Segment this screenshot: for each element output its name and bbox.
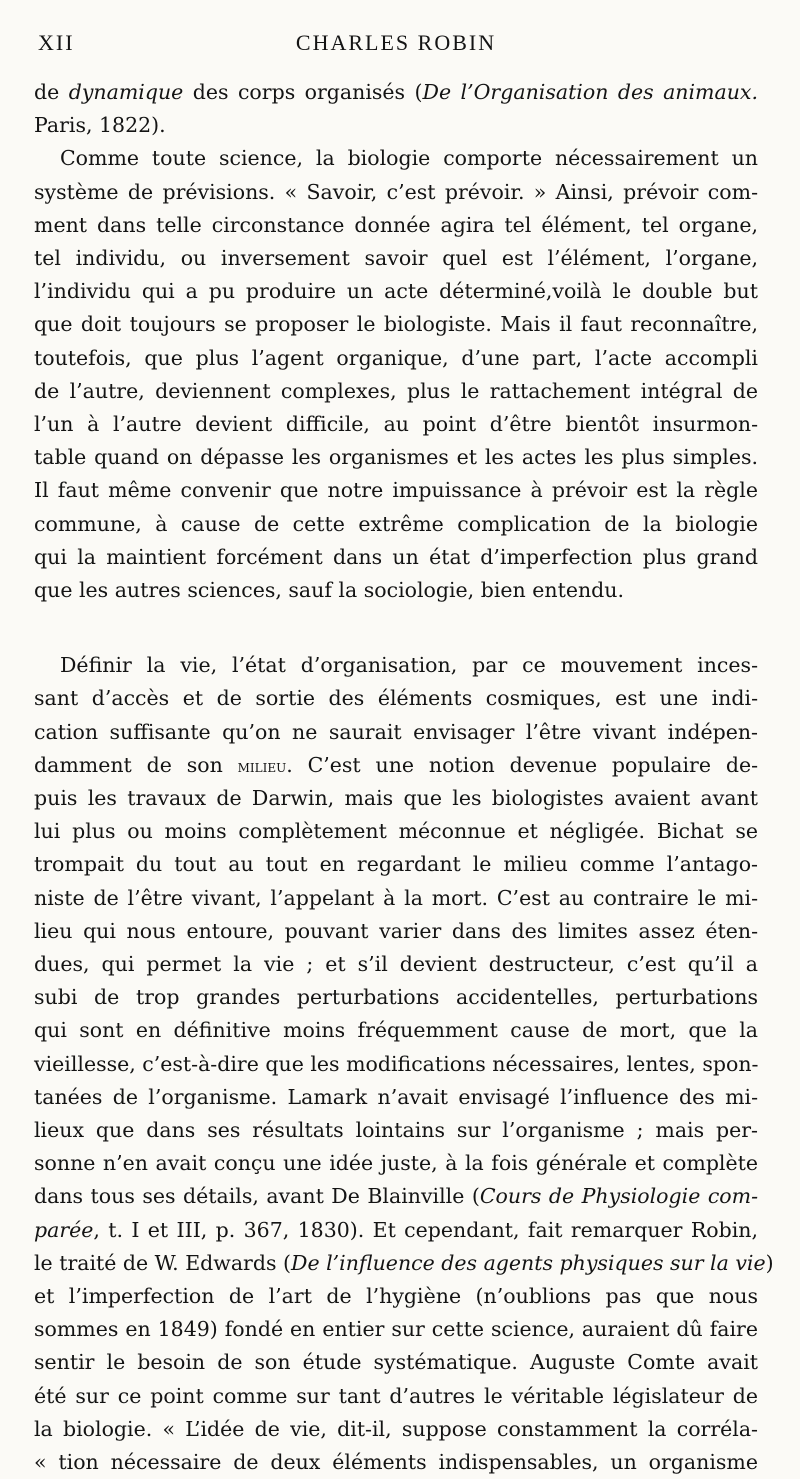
text-run: qui la maintient forcément dans un état d’imperfection plus grand (34, 544, 758, 569)
text-line (34, 308, 758, 341)
text-run: ment dans telle circonstance donnée agira tel élément, tel organe, (34, 212, 758, 237)
text-run: ) (765, 1250, 774, 1275)
text-run: « tion nécessaire de deux éléments indispensables, un organisme (34, 1450, 758, 1474)
text-line (34, 441, 758, 474)
text-run: Il faut même convenir que notre impuissance à prévoir est la règle (34, 478, 758, 503)
text-line (34, 1147, 758, 1180)
text-line (34, 408, 758, 441)
text-line (34, 1413, 758, 1446)
text-line (34, 474, 758, 507)
text-line (34, 1346, 758, 1379)
text-run: cation suffisante qu’on ne saurait envisager l’être vivant indépen- (34, 719, 758, 744)
text-run: sant d’accès et de sortie des éléments cosmiques, est une indi- (34, 686, 758, 711)
text-run: lieux que dans ses résultats lointains sur l’organisme ; mais per- (34, 1118, 758, 1142)
text-run: la biologie. « L’idée de vie, dit-il, suppose constamment la corréla- (34, 1416, 758, 1441)
text-run: subi de trop grandes perturbations accidentelles, perturbations (34, 985, 758, 1010)
text-run: qui sont en définitive moins fréquemment cause de mort, que la (34, 1018, 758, 1043)
text-run: été sur ce point comme sur tant d’autres le véritable législateur de (34, 1383, 758, 1408)
text-line (34, 1048, 758, 1081)
text-run: dans tous ses détails, avant De Blainville ( (34, 1184, 480, 1209)
text-run: sommes en 1849) fondé en entier sur cette science, auraient dû faire (34, 1317, 758, 1342)
text-run: de l’autre, deviennent complexes, plus le rattachement intégral de (34, 378, 758, 403)
text-line (34, 1446, 758, 1479)
text-run: que doit toujours se proposer le biologiste. Mais il faut reconnaître, (34, 312, 758, 337)
text-run: puis les travaux de Darwin, mais que les biologistes avaient avant (34, 786, 758, 810)
text-line (34, 176, 758, 209)
text-line (34, 275, 758, 308)
text-run: de (34, 80, 69, 104)
italic-text: De l’Organisation des animaux. (422, 80, 758, 104)
text-run: . C’est une notion devenue populaire de- (286, 752, 759, 777)
text-line (34, 1114, 758, 1147)
text-line (34, 76, 758, 109)
text-line (34, 242, 758, 275)
text-line (34, 815, 758, 848)
text-run: lui plus ou moins complètement méconnue et négligée. Bichat se (34, 819, 758, 844)
text-run: que les autres sciences, sauf la sociologie, bien entendu. (34, 578, 624, 602)
text-line (34, 1180, 758, 1213)
text-line (34, 342, 758, 375)
text-run: Paris, 1822). (34, 113, 166, 138)
text-run: des corps organisés ( (183, 80, 423, 104)
italic-text: De l’influence des agents physiques sur la vie (291, 1250, 766, 1275)
text-run: toutefois, que plus l’agent organique, d’une part, l’acte accompli (34, 345, 758, 370)
page-number: XII (38, 30, 75, 55)
text-line (34, 782, 758, 815)
text-line (34, 541, 758, 574)
italic-text: dynamique (68, 80, 184, 104)
text-run: et l’imperfection de l’art de l’hygiène (n’oublions pas que nous (34, 1284, 758, 1308)
text-run: Comme toute science, la biologie comporte nécessairement un (60, 146, 758, 171)
text-line (34, 882, 758, 915)
text-run: l’un à l’autre devient difficile, au point d’être bientôt insurmon- (34, 412, 758, 436)
running-head: CHARLES ROBIN (295, 30, 497, 55)
text-run: système de prévisions. « Savoir, c’est prévoir. » Ainsi, prévoir com- (34, 179, 758, 204)
italic-text: parée (34, 1217, 94, 1242)
text-line (34, 1081, 758, 1114)
text-run: table quand on dépasse les organismes et les actes les plus simples. (34, 445, 758, 470)
text-run: tel individu, ou inversement savoir quel est l’élément, l’organe, (34, 246, 758, 270)
text-line (34, 375, 758, 408)
text-line (34, 749, 758, 782)
text-line (34, 649, 758, 682)
text-line (34, 1014, 758, 1047)
page-header (38, 30, 754, 62)
text-line (34, 716, 758, 749)
text-line (34, 1380, 758, 1413)
text-line (34, 1313, 758, 1346)
text-run: sonne n’en avait conçu une idée juste, à la fois générale et complète (34, 1151, 758, 1176)
text-run: tanées de l’organisme. Lamark n’avait envisagé l’influence des mi- (34, 1084, 758, 1109)
small-caps-text: milieu (237, 756, 287, 777)
italic-text: Cours de Physiologie com- (479, 1184, 759, 1209)
text-run: commune, à cause de cette extrême complication de la biologie (34, 511, 758, 536)
text-run: Définir la vie, l’état d’organisation, par ce mouvement inces- (60, 653, 758, 678)
text-run: sentir le besoin de son étude systématique. Auguste Comte avait (34, 1350, 758, 1375)
text-line (34, 1280, 758, 1313)
text-run: damment de son (34, 752, 238, 777)
text-line (34, 1214, 758, 1247)
text-line (34, 574, 758, 607)
text-line (34, 1247, 774, 1280)
text-line (34, 109, 758, 142)
text-run: lieu qui nous entoure, pouvant varier dans des limites assez éten- (34, 918, 758, 943)
text-run: dues, qui permet la vie ; et s’il devient destructeur, c’est qu’il a (34, 952, 758, 976)
text-line (34, 682, 758, 715)
text-run: l’individu qui a pu produire un acte déterminé,voilà le double but (34, 279, 758, 304)
text-run: niste de l’être vivant, l’appelant à la mort. C’est au contraire le mi- (34, 885, 758, 910)
text-line (34, 142, 758, 175)
text-line (34, 508, 758, 541)
text-line (34, 981, 758, 1014)
text-run: trompait du tout au tout en regardant le milieu comme l’antago- (34, 852, 758, 877)
text-line (34, 948, 758, 981)
text-run: le traité de W. Edwards ( (34, 1250, 292, 1275)
text-run: vieillesse, c’est-à-dire que les modifications nécessaires, lentes, spon- (34, 1051, 759, 1076)
text-run: , t. I et III, p. 367, 1830). Et cependant, fait remarquer Robin, (93, 1217, 758, 1242)
text-line (34, 209, 758, 242)
text-line (34, 848, 758, 881)
text-line (34, 915, 758, 948)
